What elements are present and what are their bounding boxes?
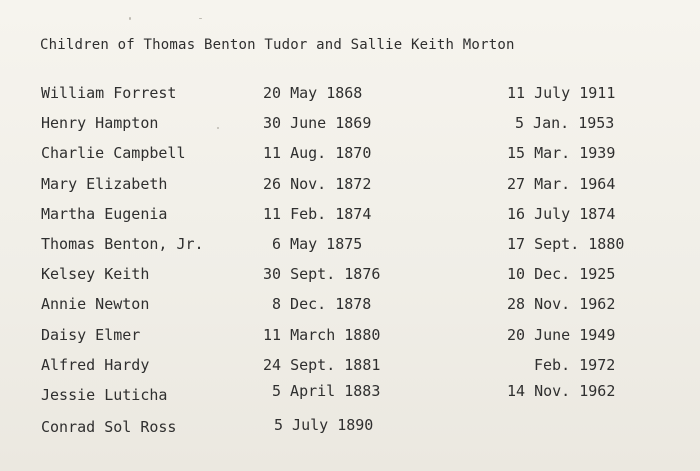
birth-date: 30 June 1869 bbox=[263, 114, 372, 133]
birth-date: 11 Feb. 1874 bbox=[263, 204, 372, 223]
child-row bbox=[0, 108, 700, 138]
death-date: 17 Sept. 1880 bbox=[507, 234, 625, 253]
birth-date: 30 Sept. 1876 bbox=[263, 265, 381, 284]
child-row bbox=[0, 320, 700, 350]
child-name: Conrad Sol Ross bbox=[41, 418, 177, 437]
child-row bbox=[0, 259, 700, 289]
children-list bbox=[0, 78, 700, 440]
child-name: Henry Hampton bbox=[41, 114, 159, 133]
death-date: 5 Jan. 1953 bbox=[515, 114, 615, 133]
death-date: 28 Nov. 1962 bbox=[507, 295, 616, 314]
child-name: Thomas Benton, Jr. bbox=[41, 234, 204, 253]
child-name: Kelsey Keith bbox=[41, 265, 150, 284]
death-date: 15 Mar. 1939 bbox=[507, 144, 616, 163]
birth-date: 5 July 1890 bbox=[274, 416, 374, 435]
birth-date: 24 Sept. 1881 bbox=[263, 355, 381, 374]
death-date: 27 Mar. 1964 bbox=[507, 174, 616, 193]
birth-date: 20 May 1868 bbox=[263, 84, 363, 102]
birth-date: 6 May 1875 bbox=[272, 234, 363, 253]
child-name: Martha Eugenia bbox=[41, 204, 168, 223]
child-row bbox=[0, 380, 700, 410]
death-date: 14 Nov. 1962 bbox=[507, 381, 616, 400]
child-name: Mary Elizabeth bbox=[41, 174, 168, 193]
child-row bbox=[0, 138, 700, 168]
child-name: Daisy Elmer bbox=[41, 325, 141, 344]
child-name: William Forrest bbox=[41, 84, 177, 102]
child-row bbox=[0, 78, 700, 108]
death-date: 10 Dec. 1925 bbox=[507, 265, 616, 284]
child-name: Jessie Luticha bbox=[41, 385, 168, 404]
child-row bbox=[0, 229, 700, 259]
death-date: 20 June 1949 bbox=[507, 325, 616, 344]
child-row bbox=[0, 410, 700, 440]
child-name: Charlie Campbell bbox=[41, 144, 186, 163]
child-name: Alfred Hardy bbox=[41, 355, 150, 374]
child-row bbox=[0, 199, 700, 229]
child-row bbox=[0, 169, 700, 199]
ink-speck bbox=[129, 17, 131, 20]
document-title: Children of Thomas Benton Tudor and Sallie Keith Morton bbox=[40, 37, 515, 53]
birth-date: 5 April 1883 bbox=[272, 381, 381, 400]
child-name: Annie Newton bbox=[41, 295, 150, 314]
birth-date: 8 Dec. 1878 bbox=[272, 295, 372, 314]
child-row bbox=[0, 289, 700, 319]
death-date: 11 July 1911 bbox=[507, 84, 616, 102]
birth-date: 11 Aug. 1870 bbox=[263, 144, 372, 163]
birth-date: 26 Nov. 1872 bbox=[263, 174, 372, 193]
death-date: Feb. 1972 bbox=[534, 355, 616, 374]
birth-date: 11 March 1880 bbox=[263, 325, 381, 344]
death-date: 16 July 1874 bbox=[507, 204, 616, 223]
ink-speck bbox=[199, 18, 202, 19]
